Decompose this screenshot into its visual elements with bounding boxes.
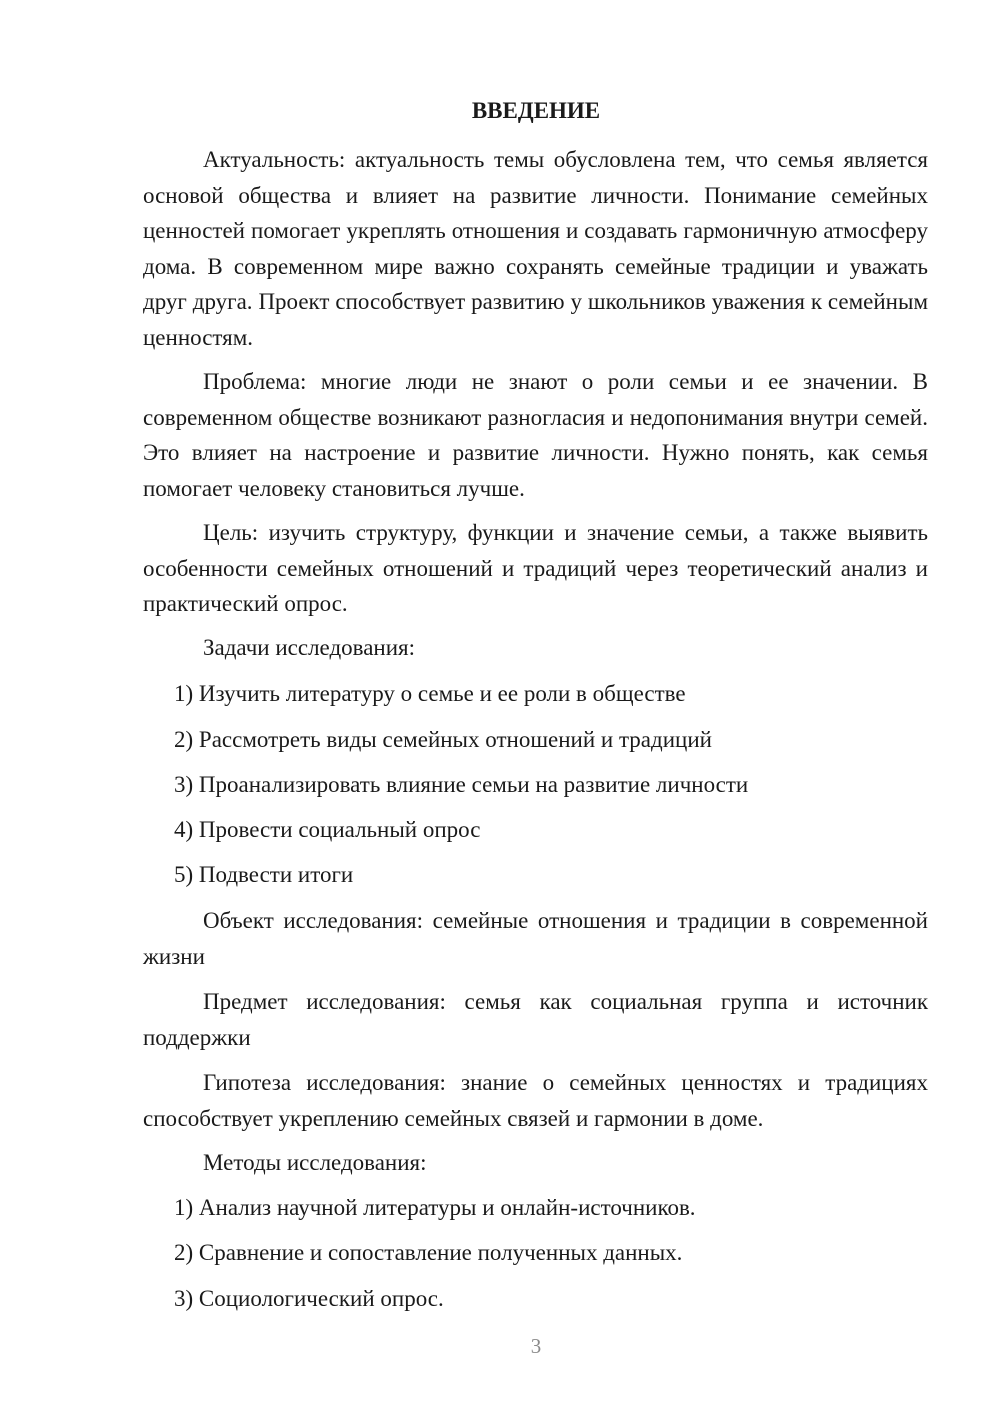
- methods-heading: Методы исследования:: [203, 1150, 427, 1175]
- task-item-4: 4) Провести социальный опрос: [174, 817, 481, 842]
- task-item-2: 2) Рассмотреть виды семейных отношений и традиций: [174, 727, 712, 752]
- object-paragraph: Объект исследования: семейные отношения и традиции в современной жизни: [143, 908, 928, 969]
- page-number: 3: [530, 1334, 542, 1358]
- task-item-3: 3) Проанализировать влияние семьи на развитие личности: [174, 772, 749, 797]
- method-item-3: 3) Социологический опрос.: [174, 1286, 444, 1311]
- task-item-5: 5) Подвести итоги: [174, 862, 354, 887]
- method-item-1: 1) Анализ научной литературы и онлайн-источников.: [174, 1195, 696, 1220]
- relevance-paragraph: Актуальность: актуальность темы обусловлена тем, что семья является основой общества и влияет на развитие личности. Понимание семейных ценностей помогает укреплять отношения и создавать гармоничную атмосферу дома. В современном мире важно сохранять семейные традиции и уважать друг друга. Проект способствует развитию у школьников уважения к семейным ценностям.: [143, 147, 928, 350]
- method-item-2: 2) Сравнение и сопоставление полученных данных.: [174, 1240, 683, 1265]
- subject-paragraph: Предмет исследования: семья как социальная группа и источник поддержки: [143, 989, 928, 1050]
- page-title: ВВЕДЕНИЕ: [471, 98, 601, 123]
- task-item-1: 1) Изучить литературу о семье и ее роли в обществе: [174, 681, 686, 706]
- goal-paragraph: Цель: изучить структуру, функции и значение семьи, а также выявить особенности семейных отношений и традиций через теоретический анализ и практический опрос.: [143, 520, 928, 616]
- tasks-heading: Задачи исследования:: [203, 635, 416, 660]
- hypothesis-paragraph: Гипотеза исследования: знание о семейных ценностях и традициях способствует укреплению семейных связей и гармонии в доме.: [143, 1070, 928, 1131]
- problem-paragraph: Проблема: многие люди не знают о роли семьи и ее значении. В современном обществе возникают разногласия и недопонимания внутри семей. Это влияет на настроение и развитие личности. Нужно понять, как семья помогает человеку становиться лучше.: [143, 369, 928, 501]
